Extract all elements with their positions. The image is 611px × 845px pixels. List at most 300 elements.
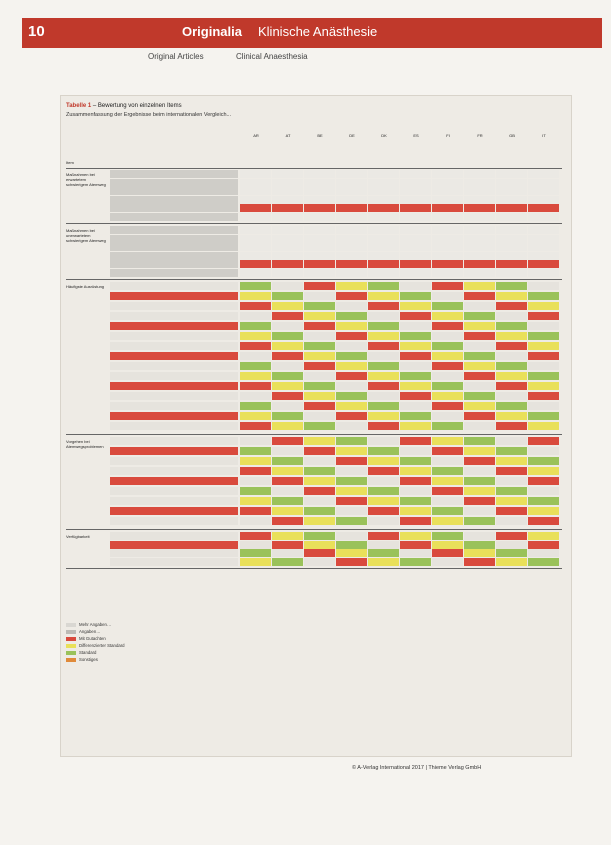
table-cell xyxy=(400,362,431,370)
table-cell xyxy=(368,196,399,204)
table-cell xyxy=(496,235,527,243)
table-cell xyxy=(464,382,495,390)
table-cell xyxy=(464,235,495,243)
table-cell xyxy=(528,282,559,290)
table-cell xyxy=(272,170,303,178)
table-cell xyxy=(272,467,303,475)
group-divider xyxy=(66,434,562,435)
table-cell xyxy=(432,517,463,525)
table-cell xyxy=(464,302,495,310)
table-cell xyxy=(464,447,495,455)
table-title: – Bewertung von einzelnen Items xyxy=(92,103,182,109)
table-cell xyxy=(336,352,367,360)
table-cell xyxy=(496,487,527,495)
table-cell xyxy=(240,467,271,475)
table-cell xyxy=(304,487,335,495)
table-cell xyxy=(336,362,367,370)
table-cell xyxy=(464,269,495,277)
table-cell xyxy=(336,487,367,495)
table-cell xyxy=(464,243,495,251)
table-cell xyxy=(496,507,527,515)
table-cell xyxy=(432,322,463,330)
table-cell xyxy=(240,412,271,420)
table-cell xyxy=(528,412,559,420)
table-cell xyxy=(432,372,463,380)
table-cell xyxy=(336,382,367,390)
table-cell xyxy=(528,312,559,320)
row-description xyxy=(110,497,238,505)
table-cell xyxy=(432,179,463,187)
table-cell xyxy=(240,282,271,290)
table-cell xyxy=(400,312,431,320)
table-cell xyxy=(272,549,303,557)
table-cell xyxy=(432,422,463,430)
table-cell xyxy=(240,457,271,465)
table-cell xyxy=(528,204,559,212)
table-cell xyxy=(400,422,431,430)
table-cell xyxy=(336,402,367,410)
table-cell xyxy=(432,342,463,350)
table-cell xyxy=(432,226,463,234)
table-cell xyxy=(240,477,271,485)
table-cell xyxy=(368,457,399,465)
table-cell xyxy=(336,302,367,310)
table-cell xyxy=(496,170,527,178)
column-header-dk: DK xyxy=(381,133,387,138)
table-cell xyxy=(240,372,271,380)
table-cell xyxy=(272,447,303,455)
table-cell xyxy=(368,204,399,212)
table-cell xyxy=(272,457,303,465)
table-cell xyxy=(400,412,431,420)
table-cell xyxy=(400,269,431,277)
table-cell xyxy=(528,477,559,485)
table-cell xyxy=(336,196,367,204)
legend-text: Mit Gutachten xyxy=(79,636,106,641)
table-cell xyxy=(336,549,367,557)
table-cell xyxy=(272,332,303,340)
table-cell xyxy=(304,196,335,204)
table-cell xyxy=(304,477,335,485)
table-cell xyxy=(528,422,559,430)
row-description xyxy=(110,179,238,187)
table-cell xyxy=(304,260,335,268)
legend-swatch xyxy=(66,658,76,662)
table-cell xyxy=(400,402,431,410)
table-cell xyxy=(400,558,431,566)
table-cell xyxy=(336,457,367,465)
subheader-left: Original Articles xyxy=(148,52,204,61)
table-cell xyxy=(272,196,303,204)
table-cell xyxy=(304,332,335,340)
table-cell xyxy=(400,282,431,290)
table-cell xyxy=(368,532,399,540)
table-cell xyxy=(400,392,431,400)
row-description xyxy=(110,392,238,400)
table-cell xyxy=(432,382,463,390)
table-cell xyxy=(368,352,399,360)
legend-text: Angaben… xyxy=(79,629,101,634)
table-cell xyxy=(528,322,559,330)
table-cell xyxy=(240,170,271,178)
table-cell xyxy=(432,477,463,485)
table-cell xyxy=(496,457,527,465)
table-cell xyxy=(304,252,335,260)
table-cell xyxy=(464,457,495,465)
table-cell xyxy=(528,187,559,195)
table-cell xyxy=(304,312,335,320)
table-cell xyxy=(528,252,559,260)
table-cell xyxy=(528,243,559,251)
table-cell xyxy=(400,332,431,340)
table-cell xyxy=(496,412,527,420)
table-cell xyxy=(368,260,399,268)
row-description xyxy=(110,196,238,204)
table-cell xyxy=(400,497,431,505)
table-cell xyxy=(432,487,463,495)
row-description xyxy=(110,302,238,310)
table-cell xyxy=(464,204,495,212)
table-cell xyxy=(272,422,303,430)
table-cell xyxy=(272,497,303,505)
table-cell xyxy=(432,362,463,370)
table-cell xyxy=(240,532,271,540)
table-cell xyxy=(496,402,527,410)
table-cell xyxy=(528,362,559,370)
table-cell xyxy=(336,392,367,400)
table-cell xyxy=(336,252,367,260)
table-cell xyxy=(464,392,495,400)
row-description xyxy=(110,226,238,234)
table-cell xyxy=(336,447,367,455)
table-cell xyxy=(368,392,399,400)
table-cell xyxy=(400,204,431,212)
table-cell xyxy=(464,532,495,540)
table-cell xyxy=(272,235,303,243)
table-cell xyxy=(464,322,495,330)
table-cell xyxy=(272,362,303,370)
table-cell xyxy=(336,235,367,243)
table-cell xyxy=(272,437,303,445)
table-cell xyxy=(528,292,559,300)
table-cell xyxy=(304,352,335,360)
table-cell xyxy=(304,187,335,195)
table-cell xyxy=(240,402,271,410)
table-subtitle: Zusammenfassung der Ergebnisse beim internationalen Vergleich... xyxy=(66,112,232,118)
table-cell xyxy=(400,252,431,260)
table-cell xyxy=(272,252,303,260)
table-cell xyxy=(496,292,527,300)
table-cell xyxy=(528,302,559,310)
table-cell xyxy=(368,541,399,549)
table-cell xyxy=(240,260,271,268)
legend-item xyxy=(66,629,101,635)
table-cell xyxy=(496,362,527,370)
column-header-gb: GB xyxy=(509,133,515,138)
table-cell xyxy=(304,292,335,300)
table-cell xyxy=(272,302,303,310)
table-cell xyxy=(400,532,431,540)
column-header-de: DE xyxy=(349,133,355,138)
table-cell xyxy=(432,170,463,178)
table-cell xyxy=(528,235,559,243)
table-cell xyxy=(496,467,527,475)
table-cell xyxy=(400,447,431,455)
table-cell xyxy=(496,226,527,234)
table-cell xyxy=(368,170,399,178)
table-cell xyxy=(304,558,335,566)
table-cell xyxy=(304,541,335,549)
table-cell xyxy=(368,213,399,221)
row-description xyxy=(110,243,238,251)
table-cell xyxy=(304,507,335,515)
table-cell xyxy=(336,312,367,320)
table-cell xyxy=(304,412,335,420)
table-cell xyxy=(368,342,399,350)
table-cell xyxy=(304,402,335,410)
table-cell xyxy=(304,243,335,251)
table-cell xyxy=(272,517,303,525)
table-cell xyxy=(304,382,335,390)
table-cell xyxy=(400,260,431,268)
table-cell xyxy=(464,332,495,340)
row-description xyxy=(110,447,238,455)
table-cell xyxy=(432,269,463,277)
first-col-header: Item xyxy=(66,160,74,165)
table-cell xyxy=(432,467,463,475)
legend-item xyxy=(66,650,96,656)
table-cell xyxy=(528,497,559,505)
table-cell xyxy=(272,312,303,320)
legend-swatch xyxy=(66,623,76,627)
table-cell xyxy=(304,532,335,540)
group-divider xyxy=(66,529,562,530)
table-cell xyxy=(336,342,367,350)
table-cell xyxy=(528,269,559,277)
table-cell xyxy=(304,437,335,445)
table-cell xyxy=(240,235,271,243)
table-cell xyxy=(432,312,463,320)
subsection-title: Klinische Anästhesie xyxy=(258,24,378,39)
table-cell xyxy=(272,541,303,549)
table-cell xyxy=(528,549,559,557)
row-description xyxy=(110,402,238,410)
table-cell xyxy=(304,372,335,380)
table-cell xyxy=(368,437,399,445)
table-cell xyxy=(496,342,527,350)
table-cell xyxy=(240,252,271,260)
table-cell xyxy=(240,312,271,320)
header-divider xyxy=(66,168,562,169)
table-cell xyxy=(528,467,559,475)
table-cell xyxy=(496,322,527,330)
table-cell xyxy=(496,447,527,455)
table-cell xyxy=(272,282,303,290)
table-cell xyxy=(304,549,335,557)
table-cell xyxy=(400,342,431,350)
table-cell xyxy=(432,282,463,290)
table-cell xyxy=(400,549,431,557)
table-cell xyxy=(496,477,527,485)
column-header-es: ES xyxy=(413,133,419,138)
table-cell xyxy=(400,170,431,178)
table-cell xyxy=(368,322,399,330)
legend-item xyxy=(66,657,98,663)
table-cell xyxy=(528,170,559,178)
table-cell xyxy=(272,352,303,360)
table-cell xyxy=(272,204,303,212)
table-cell xyxy=(336,477,367,485)
subheader-right: Clinical Anaesthesia xyxy=(236,52,308,61)
table-cell xyxy=(272,382,303,390)
table-cell xyxy=(240,179,271,187)
table-cell xyxy=(528,352,559,360)
table-cell xyxy=(528,332,559,340)
table-cell xyxy=(368,226,399,234)
table-cell xyxy=(368,312,399,320)
table-cell xyxy=(240,517,271,525)
table-cell xyxy=(272,402,303,410)
table-cell xyxy=(336,269,367,277)
table-cell xyxy=(240,226,271,234)
table-cell xyxy=(368,487,399,495)
table-cell xyxy=(432,507,463,515)
table-cell xyxy=(304,447,335,455)
table-cell xyxy=(336,282,367,290)
row-description xyxy=(110,541,238,549)
table-cell xyxy=(496,196,527,204)
table-cell xyxy=(528,372,559,380)
table-cell xyxy=(528,507,559,515)
row-description xyxy=(110,372,238,380)
table-cell xyxy=(464,507,495,515)
table-cell xyxy=(432,302,463,310)
table-cell xyxy=(432,457,463,465)
row-description xyxy=(110,558,238,566)
table-cell xyxy=(528,402,559,410)
legend-swatch xyxy=(66,637,76,641)
legend-text: Standard xyxy=(79,650,97,655)
table-cell xyxy=(304,226,335,234)
table-cell xyxy=(304,170,335,178)
table-cell xyxy=(336,179,367,187)
table-cell xyxy=(240,558,271,566)
page-footer: © A-Verlag International 2017 | Thieme Verlag GmbH xyxy=(352,765,482,771)
row-description xyxy=(110,204,238,212)
row-description xyxy=(110,477,238,485)
page-header xyxy=(22,18,602,48)
table-cell xyxy=(368,467,399,475)
table-cell xyxy=(496,532,527,540)
column-header-fr: FR xyxy=(477,133,483,138)
legend-text: Differenzierter Standard xyxy=(79,643,125,648)
table-cell xyxy=(368,235,399,243)
legend-item xyxy=(66,622,111,628)
table-cell xyxy=(464,437,495,445)
table-cell xyxy=(464,342,495,350)
table-cell xyxy=(432,204,463,212)
row-description xyxy=(110,322,238,330)
table-cell xyxy=(528,179,559,187)
row-description xyxy=(110,312,238,320)
row-description xyxy=(110,412,238,420)
table-cell xyxy=(432,292,463,300)
table-cell xyxy=(368,243,399,251)
table-cell xyxy=(528,382,559,390)
table-cell xyxy=(496,517,527,525)
row-description xyxy=(110,532,238,540)
table-cell xyxy=(240,269,271,277)
table-cell xyxy=(368,179,399,187)
table-cell xyxy=(464,170,495,178)
table-cell xyxy=(272,372,303,380)
table-cell xyxy=(240,196,271,204)
table-cell xyxy=(496,437,527,445)
table-cell xyxy=(272,477,303,485)
row-description xyxy=(110,352,238,360)
table-cell xyxy=(336,372,367,380)
table-cell xyxy=(496,312,527,320)
table-cell xyxy=(336,437,367,445)
table-cell xyxy=(400,243,431,251)
table-cell xyxy=(400,507,431,515)
table-cell xyxy=(240,392,271,400)
table-cell xyxy=(464,372,495,380)
legend-text: Mehr Angaben… xyxy=(79,622,112,627)
table-cell xyxy=(496,497,527,505)
legend-item xyxy=(66,636,106,642)
table-cell xyxy=(240,302,271,310)
table-cell xyxy=(304,457,335,465)
table-cell xyxy=(368,187,399,195)
table-cell xyxy=(400,196,431,204)
table-cell xyxy=(336,558,367,566)
row-description xyxy=(110,187,238,195)
table-cell xyxy=(400,382,431,390)
table-cell xyxy=(400,487,431,495)
table-cell xyxy=(336,422,367,430)
table-cell xyxy=(528,437,559,445)
table-cell xyxy=(400,179,431,187)
table-cell xyxy=(304,342,335,350)
table-cell xyxy=(432,196,463,204)
row-description xyxy=(110,467,238,475)
table-cell xyxy=(400,352,431,360)
table-cell xyxy=(368,382,399,390)
table-cell xyxy=(464,187,495,195)
table-cell xyxy=(304,422,335,430)
table-cell xyxy=(368,362,399,370)
row-description xyxy=(110,235,238,243)
row-description xyxy=(110,260,238,268)
table-cell xyxy=(272,243,303,251)
table-cell xyxy=(400,322,431,330)
table-cell xyxy=(304,497,335,505)
table-cell xyxy=(464,352,495,360)
table-cell xyxy=(464,422,495,430)
table-cell xyxy=(368,269,399,277)
table-cell xyxy=(496,187,527,195)
table-cell xyxy=(464,549,495,557)
table-cell xyxy=(496,558,527,566)
table-cell xyxy=(336,204,367,212)
table-cell xyxy=(336,412,367,420)
table-cell xyxy=(336,226,367,234)
table-cell xyxy=(368,302,399,310)
table-cell xyxy=(464,226,495,234)
legend-swatch xyxy=(66,644,76,648)
table-cell xyxy=(400,213,431,221)
